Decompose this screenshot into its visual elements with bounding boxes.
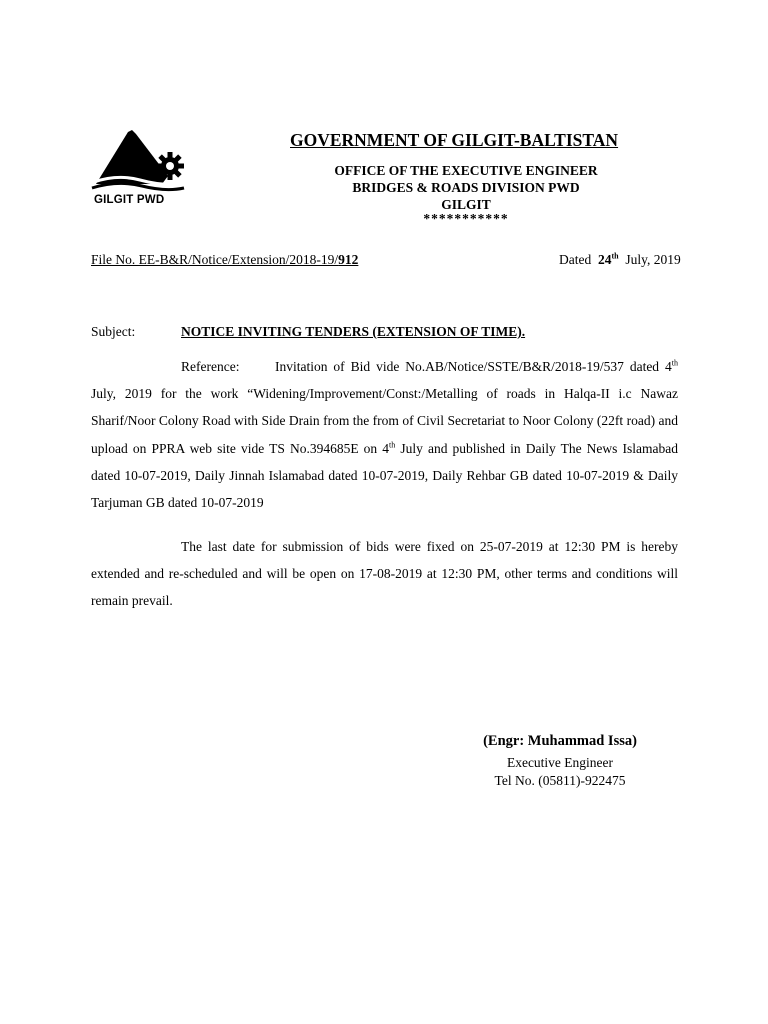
reference-paragraph bbox=[91, 353, 678, 516]
office-line: OFFICE OF THE EXECUTIVE ENGINEER bbox=[334, 163, 598, 178]
dated-month-year: July, 2019 bbox=[625, 252, 681, 267]
dated-day-suffix: th bbox=[611, 251, 619, 261]
mountain-gear-logo-icon bbox=[88, 126, 188, 194]
separator-stars: *********** bbox=[423, 211, 509, 226]
file-number-value: 912 bbox=[338, 252, 359, 267]
government-title: GOVERNMENT OF GILGIT-BALTISTAN bbox=[290, 130, 619, 150]
subject-text: NOTICE INVITING TENDERS (EXTENSION OF TIME). bbox=[181, 324, 526, 339]
signatory-telephone: Tel No. (05811)-922475 bbox=[494, 773, 626, 788]
dated bbox=[559, 252, 681, 268]
office-address bbox=[266, 162, 666, 225]
subject-label: Subject: bbox=[91, 324, 136, 339]
gilgit-pwd-logo bbox=[88, 126, 188, 210]
dated-day: 24 bbox=[597, 252, 612, 267]
division-line: BRIDGES & ROADS DIVISION PWD bbox=[352, 180, 580, 195]
signature-block bbox=[440, 732, 680, 790]
reference-text-3: July and published in Daily The News Islamabad dated 10-07-2019, Daily Jinnah Islamabad dated 10-07-2019, Daily Rehbar GB dated 10-07-2019 & Daily Tarjuman GB dated 10-07-2019 bbox=[91, 440, 678, 511]
signatory-name: (Engr: Muhammad Issa) bbox=[483, 733, 637, 749]
reference-label: Reference: bbox=[181, 359, 240, 374]
file-number bbox=[91, 252, 358, 268]
reference-sup-2: th bbox=[389, 440, 396, 450]
reference-text-2: July, 2019 for the work “Widening/Improvement/Const:/Metalling of roads in Halqa-II i.c Nawaz Sharif/Noor Colony Road with Side Drain from the from of Civil Secretariat to Noor Colony (22ft road) and upload on PPRA web site vide TS No.394685E on 4 bbox=[91, 386, 678, 456]
reference-sup-1: th bbox=[671, 358, 678, 368]
file-number-prefix: File No. EE-B&R/Notice/Extension/2018-19/ bbox=[91, 252, 339, 267]
city-line: GILGIT bbox=[441, 197, 491, 212]
extension-paragraph: The last date for submission of bids were fixed on 25-07-2019 at 12:30 PM is hereby extended and re-scheduled and will be open on 17-08-2019 at 12:30 PM, other terms and conditions will remain prevail. bbox=[91, 539, 678, 609]
logo-text: GILGIT PWD bbox=[94, 194, 165, 206]
dated-label: Dated bbox=[559, 252, 592, 267]
reference-text-1: Invitation of Bid vide No.AB/Notice/SSTE/B&R/2018-19/537 dated 4 bbox=[275, 359, 672, 374]
signatory-designation: Executive Engineer bbox=[506, 755, 614, 770]
